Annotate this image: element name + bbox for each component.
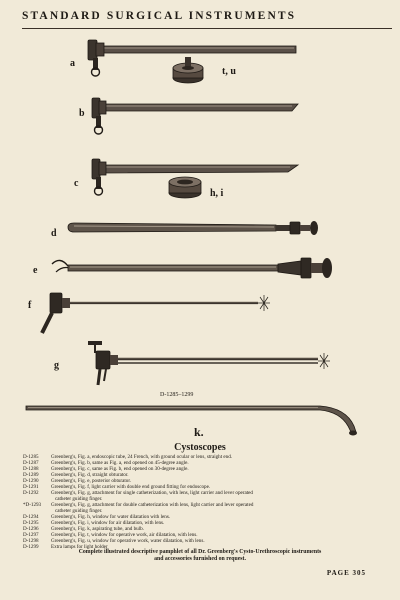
figure-e-posterior-obturator: [46, 254, 338, 282]
item-description: Greenberg's, Fig. h, window for water dilatation with lens.: [51, 514, 171, 520]
figure-label-a: a: [70, 58, 75, 69]
item-description: Greenberg's, Fig. e, posterior obturator.: [51, 478, 132, 484]
item-description: Greenberg's, Fig. b, same as Fig. a, end opened on 45-degree angle.: [51, 460, 189, 466]
item-description: catheter guiding finger.: [55, 508, 103, 514]
figure-label-k: k.: [194, 425, 204, 439]
section-title: Cystoscopes: [174, 442, 226, 453]
figure-h-i-window: [167, 176, 203, 200]
item-code: D-1296: [23, 526, 39, 532]
item-code: D-1285: [23, 454, 39, 460]
header-rule: [22, 28, 392, 29]
item-code: D-1289: [23, 472, 39, 478]
item-code: D-1299: [23, 544, 39, 550]
item-description: Greenberg's, Fig. g, attachment for single catheterization, with lens, light carrier and lever operated: [51, 490, 253, 496]
item-code: D-1290: [23, 478, 39, 484]
item-description: catheter guiding finger.: [55, 496, 103, 502]
figure-label-h-i: h, i: [210, 188, 224, 199]
page-number: PAGE 305: [326, 569, 366, 577]
figure-t-u-window: [172, 56, 208, 88]
figure-label-t-u: t, u: [222, 66, 236, 77]
figure-label-g: g: [54, 360, 59, 371]
item-code: D-1291: [23, 484, 39, 490]
footer-note: [25, 549, 375, 563]
item-code: D-1287: [23, 460, 39, 466]
figure-label-f: f: [28, 300, 32, 311]
figure-label-b: b: [79, 108, 85, 119]
figure-label-c: c: [74, 178, 79, 189]
figure-g-catheterization-attachment: [82, 339, 334, 389]
item-description: Extra lamps for light holder: [51, 544, 108, 550]
item-description: Greenberg's, Fig. g, attachment for double catheterization with lens, light carrier and lever operated: [51, 502, 254, 508]
item-code: D-1292: [23, 490, 39, 496]
figure-b-endoscopic-tube-45: [86, 96, 306, 138]
item-description: Greenberg's, Fig. k, aspirating tube, and bulb.: [51, 526, 144, 532]
figure-caption: D-1285–1299: [160, 392, 194, 398]
item-description: Greenberg's, Fig. u, window for operative work, water dilatation, with lens.: [51, 538, 205, 544]
figure-k-aspirating-tube: [20, 400, 362, 440]
footer-note-line-2: and accessories furnished on request.: [154, 556, 246, 562]
item-code: D-1294: [23, 514, 39, 520]
item-description: Greenberg's, Fig. a, endoscopic tube, 24 French, with ground ocular or lens, straight end.: [51, 454, 233, 460]
item-description: Greenberg's, Fig. d, straight obturator.: [51, 472, 129, 478]
item-description: Greenberg's, Fig. c, same as Fig. b, end opened on 30-degree angle.: [51, 466, 189, 472]
footer-note-line-1: Complete illustrated descriptive pamphlet of all Dr. Greenberg's Cysto-Urethroscopic instruments: [78, 549, 322, 555]
figure-label-d: d: [51, 228, 57, 239]
product-list: [23, 454, 383, 550]
item-code: D-1295: [23, 520, 39, 526]
figure-label-e: e: [33, 265, 38, 276]
item-code: D-1288: [23, 466, 39, 472]
item-description: Greenberg's, Fig. i, window for air dilatation, with lens.: [51, 520, 165, 526]
item-description: Greenberg's, Fig. f, light carrier with double end ground fitting for endoscope.: [51, 484, 211, 490]
figure-d-straight-obturator: [64, 219, 326, 239]
item-description: Greenberg's, Fig. t, window for operative work, air dilatation, with lens.: [51, 532, 198, 538]
item-code: D-1298: [23, 538, 39, 544]
item-code: D-1297: [23, 532, 39, 538]
figure-f-light-carrier: [36, 289, 276, 339]
item-code: *D-1293: [23, 502, 42, 508]
page-header: STANDARD SURGICAL INSTRUMENTS: [22, 10, 297, 22]
